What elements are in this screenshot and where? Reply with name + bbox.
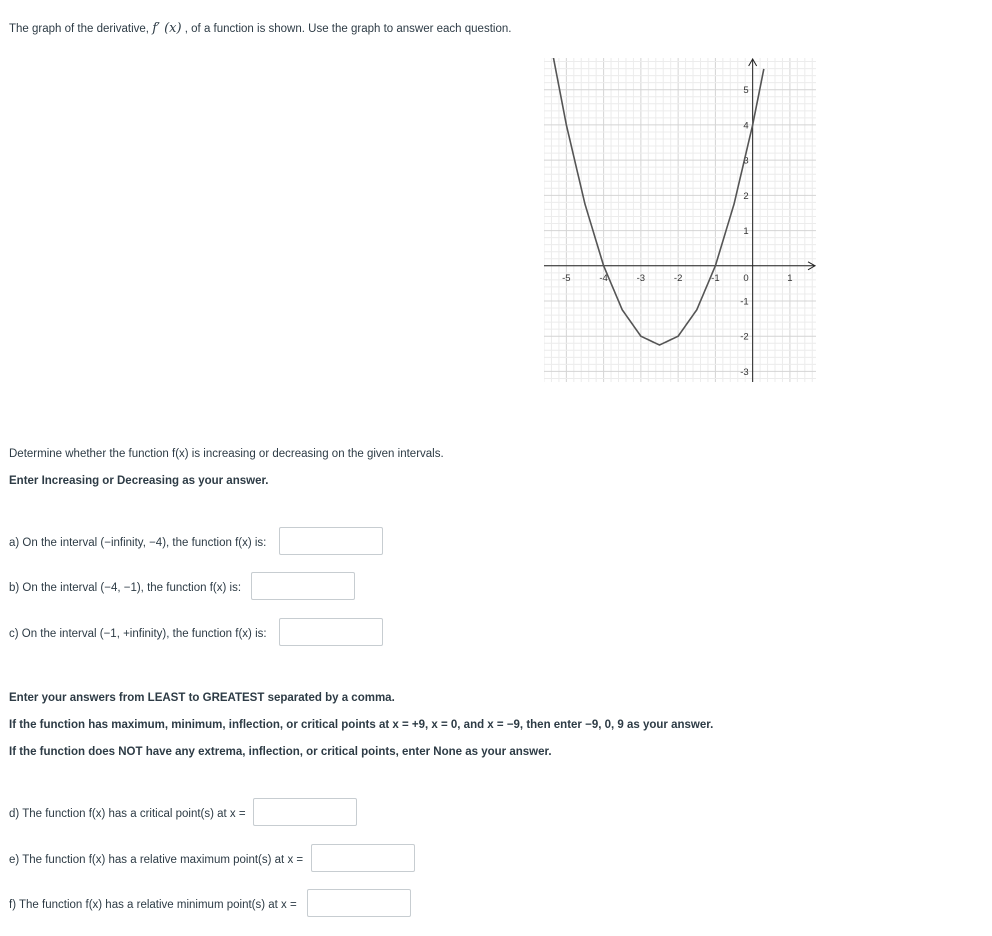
x-tick-label: 1	[787, 272, 793, 284]
y-tick-label: -2	[740, 331, 749, 343]
question-f-label: f) The function f(x) has a relative minimum point(s) at x =	[9, 899, 297, 911]
intro-text	[9, 21, 511, 36]
y-tick-label: 5	[743, 85, 749, 97]
x-tick-label: 0	[743, 272, 749, 284]
x-tick-label: -3	[636, 272, 646, 284]
intro-after: , of a function is shown. Use the graph to answer each question.	[181, 23, 512, 35]
section2-line2: If the function has maximum, minimum, inflection, or critical points at x = +9, x = 0, and x = −9, then enter −9, 0, 9 as your answer.	[9, 719, 714, 731]
section2-line1: Enter your answers from LEAST to GREATEST separated by a comma.	[9, 692, 395, 704]
y-tick-label: -1	[740, 296, 749, 308]
y-tick-label: -3	[740, 366, 749, 378]
question-c-label: c) On the interval (−1, +infinity), the function f(x) is:	[9, 628, 267, 640]
question-a-label: a) On the interval (−infinity, −4), the function f(x) is:	[9, 537, 267, 549]
question-e-input[interactable]	[311, 844, 415, 872]
y-tick-label: 1	[743, 226, 749, 238]
x-tick-label: -5	[562, 272, 571, 284]
question-d-label: d) The function f(x) has a critical point(s) at x =	[9, 808, 246, 820]
question-b-input[interactable]	[251, 572, 355, 600]
question-f-input[interactable]	[307, 889, 411, 917]
derivative-graph	[544, 58, 816, 382]
question-d-input[interactable]	[253, 798, 357, 826]
intro-math: f′ (x)	[152, 21, 182, 36]
section2-line3: If the function does NOT have any extrema, inflection, or critical points, enter None as your answer.	[9, 746, 552, 758]
section1-instruction: Determine whether the function f(x) is increasing or decreasing on the given intervals.	[9, 448, 444, 460]
question-b-label: b) On the interval (−4, −1), the function f(x) is:	[9, 582, 242, 594]
question-a-input[interactable]	[279, 527, 383, 555]
y-tick-label: 2	[743, 190, 749, 202]
y-tick-label: 4	[743, 120, 749, 132]
intro-before: The graph of the derivative,	[9, 23, 153, 35]
x-tick-label: -1	[711, 272, 720, 284]
y-tick-label: 3	[743, 155, 749, 167]
question-c-input[interactable]	[279, 618, 383, 646]
section1-bold-instruction: Enter Increasing or Decreasing as your answer.	[9, 475, 269, 487]
x-tick-label: -4	[599, 272, 608, 284]
x-tick-label: -2	[673, 272, 683, 284]
question-e-label: e) The function f(x) has a relative maximum point(s) at x =	[9, 854, 304, 866]
